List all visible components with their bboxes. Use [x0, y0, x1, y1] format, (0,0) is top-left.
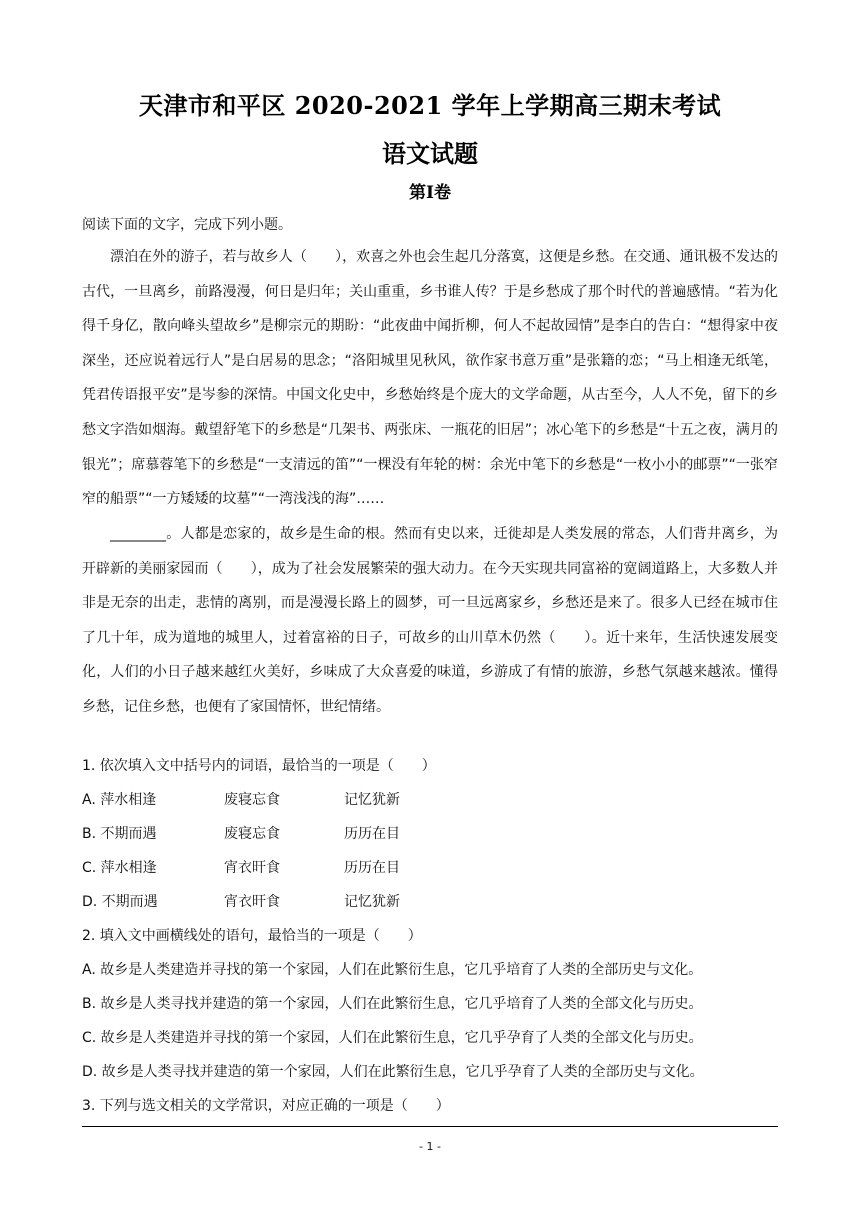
- exam-subtitle: 语文试题: [382, 139, 478, 168]
- option-d-word-1: D. 不期而遇: [82, 894, 158, 910]
- reading-instruction: 阅读下面的文字，完成下列小题。: [82, 217, 292, 233]
- passage-paragraph-2: ________。人都是恋家的，故乡是生命的根。然而有史以来，迁徙却是人类发展的常态，人们背井离乡，为开辟新的美丽家园而（ ），成为了社会发展繁荣的强大动力。在今天实现共同富裕的宽阔道路上，大多数人并非是无奈的出走，悲情的离别，而是漫漫长路上的圆梦，可一旦远离家乡，乡愁还是来了。很多人已经在城市住了几十年，成为道地的城里人，过着富裕的日子，可故乡的山川草木仍然（ ）。近十来年，生活快速发展变化，人们的小日子越来越红火美好，乡味成了大众喜爱的味道，乡游成了有情的旅游，乡愁气氛越来越浓。懂得乡愁，记住乡愁，也便有了家国情怀，世纪情绪。: [82, 526, 778, 715]
- option-c-word-2: 宵衣旰食: [224, 860, 280, 876]
- page-number: - 1 -: [419, 1140, 441, 1153]
- option-c-word-1: C. 萍水相逢: [82, 860, 157, 876]
- option-c-word-3: 历历在目: [344, 860, 400, 876]
- option-a-word-1: A. 萍水相逢: [82, 792, 157, 808]
- question-2-stem: 2. 填入文中画横线处的语句，最恰当的一项是（ ）: [82, 928, 422, 944]
- question-2-option-a: A. 故乡是人类建造并寻找的第一个家园，人们在此繁衍生息，它几乎培育了人类的全部历史与文化。: [82, 962, 703, 978]
- option-a-word-3: 记忆犹新: [344, 792, 400, 808]
- option-d-word-2: 宵衣旰食: [224, 894, 280, 910]
- question-1-stem: 1. 依次填入文中括号内的词语，最恰当的一项是（ ）: [82, 758, 436, 774]
- option-d-word-3: 记忆犹新: [344, 894, 400, 910]
- option-b-word-1: B. 不期而遇: [82, 826, 157, 842]
- exam-title: 天津市和平区 2020-2021 学年上学期高三期末考试: [138, 91, 722, 120]
- option-a-word-2: 废寝忘食: [224, 792, 280, 808]
- section-heading: 第Ⅰ卷: [409, 183, 451, 203]
- question-2-option-c: C. 故乡是人类建造并寻找的第一个家园，人们在此繁衍生息，它几乎孕育了人类的全部文化与历史。: [82, 1030, 703, 1046]
- option-b-word-2: 废寝忘食: [224, 826, 280, 842]
- question-2-option-b: B. 故乡是人类寻找并建造的第一个家园，人们在此繁衍生息，它几乎培育了人类的全部文化与历史。: [82, 996, 703, 1012]
- passage-paragraph-1: 漂泊在外的游子，若与故乡人（ ），欢喜之外也会生起几分落寞，这便是乡愁。在交通、通讯极不发达的古代，一旦离乡，前路漫漫，何日是归年；关山重重，乡书谁人传？于是乡愁成了那个时代的普遍感情。“若为化得千身亿，散向峰头望故乡”是柳宗元的期盼：“此夜曲中闻折柳，何人不起故园情”是李白的告白：“想得家中夜深坐，还应说着远行人”是白居易的思念；“洛阳城里见秋风，欲作家书意万重”是张籍的恋；“马上相逢无纸笔，凭君传语报平安”是岑参的深情。中国文化史中，乡愁始终是个庞大的文学命题，从古至今，人人不免，留下的乡愁文字浩如烟海。戴望舒笔下的乡愁是“几架书、两张床、一瓶花的旧居”；冰心笔下的乡愁是“十五之夜，满月的银光”；席慕蓉笔下的乡愁是“一支清远的笛”“一棵没有年轮的树：余光中笔下的乡愁是“一枚小小的邮票”“一张窄窄的船票”“一方矮矮的坟墓”“一湾浅浅的海”……: [82, 249, 778, 508]
- question-2-option-d: D. 故乡是人类寻找并建造的第一个家园，人们在此繁衍生息，它几乎孕育了人类的全部历史与文化。: [82, 1064, 704, 1080]
- question-3-stem: 3. 下列与选文相关的文学常识，对应正确的一项是（ ）: [82, 1098, 450, 1114]
- footer-divider: [82, 1126, 778, 1127]
- option-b-word-3: 历历在目: [344, 826, 400, 842]
